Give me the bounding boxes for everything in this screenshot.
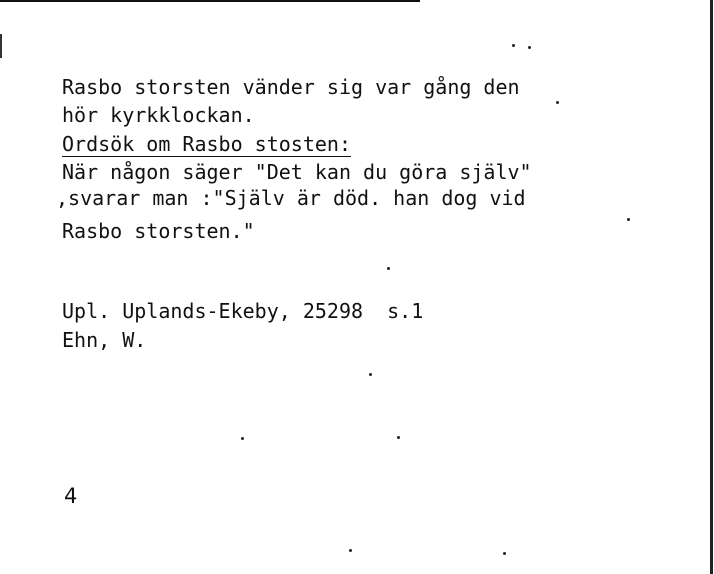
speck — [556, 101, 559, 104]
speck — [241, 437, 244, 440]
text-line-4: När någon säger "Det kan du göra själv" — [62, 160, 532, 184]
card-right-edge — [710, 0, 713, 574]
reference-line-location: Upl. Uplands-Ekeby, 25298 s.1 — [62, 299, 424, 323]
speck — [627, 218, 630, 221]
speck — [369, 373, 372, 376]
reference-line-collector: Ehn, W. — [62, 328, 147, 352]
speck — [397, 436, 400, 439]
speck — [528, 46, 531, 49]
card-top-edge — [0, 0, 420, 2]
text-line-2: hör kyrkklockan. — [62, 103, 255, 127]
text-line-6: Rasbo storsten." — [62, 219, 255, 243]
text-line-1: Rasbo storsten vänder sig var gång den — [62, 75, 520, 99]
speck — [503, 552, 506, 555]
heading-underlined: Ordsök om Rasbo stosten: — [62, 132, 351, 156]
text-line-5: ,svarar man :"Själv är död. han dog vid — [56, 186, 526, 210]
speck — [387, 267, 390, 270]
speck — [512, 44, 515, 47]
page-number: 4 — [64, 484, 78, 508]
text-line-3-heading — [62, 131, 351, 157]
card-left-mark — [0, 34, 2, 58]
speck — [349, 549, 352, 552]
